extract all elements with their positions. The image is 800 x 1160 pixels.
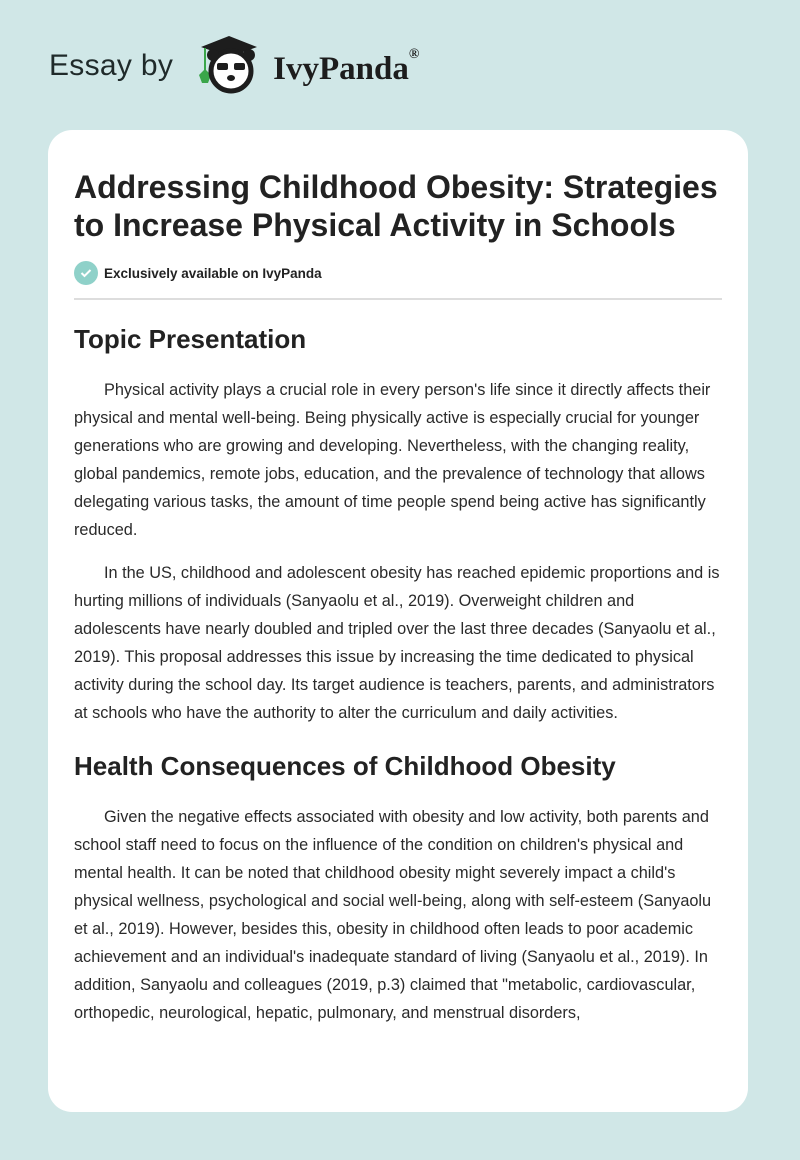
badge-text: Exclusively available on IvyPanda — [104, 265, 322, 281]
panda-logo-icon[interactable] — [193, 33, 263, 100]
brand-name[interactable] — [273, 46, 420, 88]
essay-by-label: Essay by — [49, 49, 174, 82]
site-header — [49, 36, 419, 96]
essay-title: Addressing Childhood Obesity: Strategies to Increase Physical Activity in Schools — [74, 169, 718, 243]
exclusive-badge — [74, 261, 722, 285]
section-heading: Topic Presentation — [74, 324, 307, 354]
check-icon — [74, 261, 98, 285]
paragraph: In the US, childhood and adolescent obesity has reached epidemic proportions and is hurting millions of individuals (Sanyaolu et al., 2019). Overweight children and adolescents have nearly doubled and tripled over the last three decades (Sanyaolu et al., 2019). This proposal addresses this issue by increasing the time dedicated to physical activity during the school day. Its target audience is teachers, parents, and administrators at schools who have the authority to alter the curriculum and daily activities. — [74, 564, 720, 722]
registered-mark: ® — [408, 46, 420, 62]
brand-text: IvyPanda — [273, 50, 409, 87]
paragraph: Given the negative effects associated with obesity and low activity, both parents and school staff need to focus on the influence of the condition on children's physical and mental health. It can be noted that childhood obesity might severely impact a child's physical wellness, psychological and social well-being, along with self-esteem (Sanyaolu et al., 2019). However, besides this, obesity in childhood often leads to poor academic achievement and an individual's inadequate standard of living (Sanyaolu et al., 2019). In addition, Sanyaolu and colleagues (2019, p.3) claimed that "metabolic, cardiovascular, orthopedic, neurological, hepatic, pulmonary, and menstrual disorders, — [74, 808, 712, 1022]
essay-card — [48, 130, 748, 1112]
paragraph: Physical activity plays a crucial role in every person's life since it directly affects their physical and mental well-being. Being physically active is especially crucial for younger generations who are growing and developing. Nevertheless, with the changing reality, global pandemics, remote jobs, education, and the prevalence of technology that allows delegating various tasks, the amount of time people spend being active has significantly reduced. — [74, 381, 711, 539]
divider — [74, 298, 722, 300]
section-heading: Health Consequences of Childhood Obesity — [74, 751, 616, 781]
